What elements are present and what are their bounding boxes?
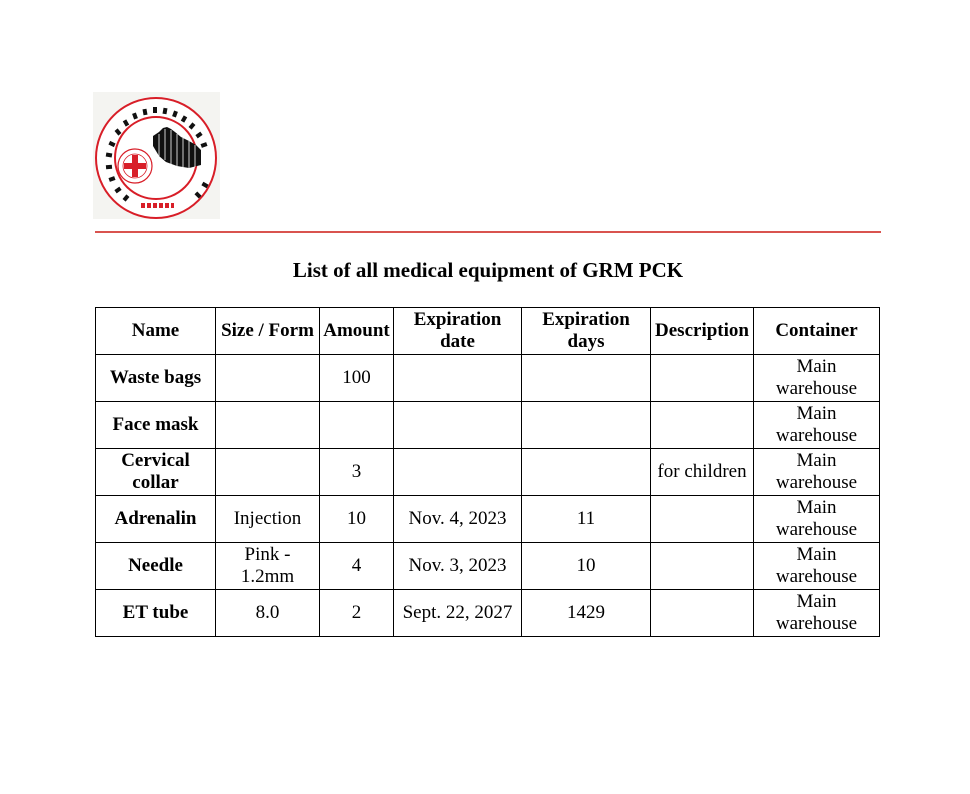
cell-size-form: Pink - 1.2mm (216, 543, 320, 590)
table-row (96, 543, 880, 590)
cell-size-form (216, 402, 320, 449)
cell-expiration-days (522, 355, 651, 402)
organization-logo (93, 92, 220, 219)
table-row (96, 590, 880, 637)
cell-amount (320, 402, 394, 449)
cell-amount: 2 (320, 590, 394, 637)
cell-container: Main warehouse (754, 355, 880, 402)
page-title: List of all medical equipment of GRM PCK (292, 258, 684, 282)
table-row (96, 496, 880, 543)
cell-amount: 100 (320, 355, 394, 402)
cell-description (651, 590, 754, 637)
cell-description (651, 402, 754, 449)
cell-name: Needle (96, 543, 216, 590)
cell-container: Main warehouse (754, 449, 880, 496)
cell-size-form (216, 449, 320, 496)
logo-seal-icon (93, 92, 220, 219)
cell-size-form: Injection (216, 496, 320, 543)
cell-description (651, 496, 754, 543)
header-size-form: Size / Form (216, 308, 320, 355)
cell-size-form: 8.0 (216, 590, 320, 637)
equipment-table (95, 307, 880, 637)
cell-size-form (216, 355, 320, 402)
header-expiration-days: Expiration days (522, 308, 651, 355)
cell-expiration-days: 1429 (522, 590, 651, 637)
table-row (96, 355, 880, 402)
cell-expiration-date (394, 355, 522, 402)
cell-name: Waste bags (96, 355, 216, 402)
cell-name: ET tube (96, 590, 216, 637)
cell-expiration-date: Nov. 4, 2023 (394, 496, 522, 543)
cell-expiration-date: Nov. 3, 2023 (394, 543, 522, 590)
cell-name: Face mask (96, 402, 216, 449)
cell-amount: 3 (320, 449, 394, 496)
cell-description: for children (651, 449, 754, 496)
cell-container: Main warehouse (754, 590, 880, 637)
cell-expiration-date (394, 402, 522, 449)
cell-container: Main warehouse (754, 402, 880, 449)
cell-amount: 10 (320, 496, 394, 543)
header-expiration-date: Expiration date (394, 308, 522, 355)
header-amount: Amount (320, 308, 394, 355)
header-description: Description (651, 308, 754, 355)
cell-expiration-days (522, 449, 651, 496)
header-container: Container (754, 308, 880, 355)
header-divider (95, 231, 881, 233)
cell-description (651, 543, 754, 590)
table-header-row (96, 308, 880, 355)
table-row (96, 449, 880, 496)
cell-expiration-date (394, 449, 522, 496)
cell-container: Main warehouse (754, 543, 880, 590)
cell-name: Cervical collar (96, 449, 216, 496)
cell-expiration-days (522, 402, 651, 449)
cell-expiration-date: Sept. 22, 2027 (394, 590, 522, 637)
cell-expiration-days: 11 (522, 496, 651, 543)
table-row (96, 402, 880, 449)
cell-description (651, 355, 754, 402)
cell-expiration-days: 10 (522, 543, 651, 590)
header-name: Name (96, 308, 216, 355)
cell-name: Adrenalin (96, 496, 216, 543)
cell-amount: 4 (320, 543, 394, 590)
cell-container: Main warehouse (754, 496, 880, 543)
